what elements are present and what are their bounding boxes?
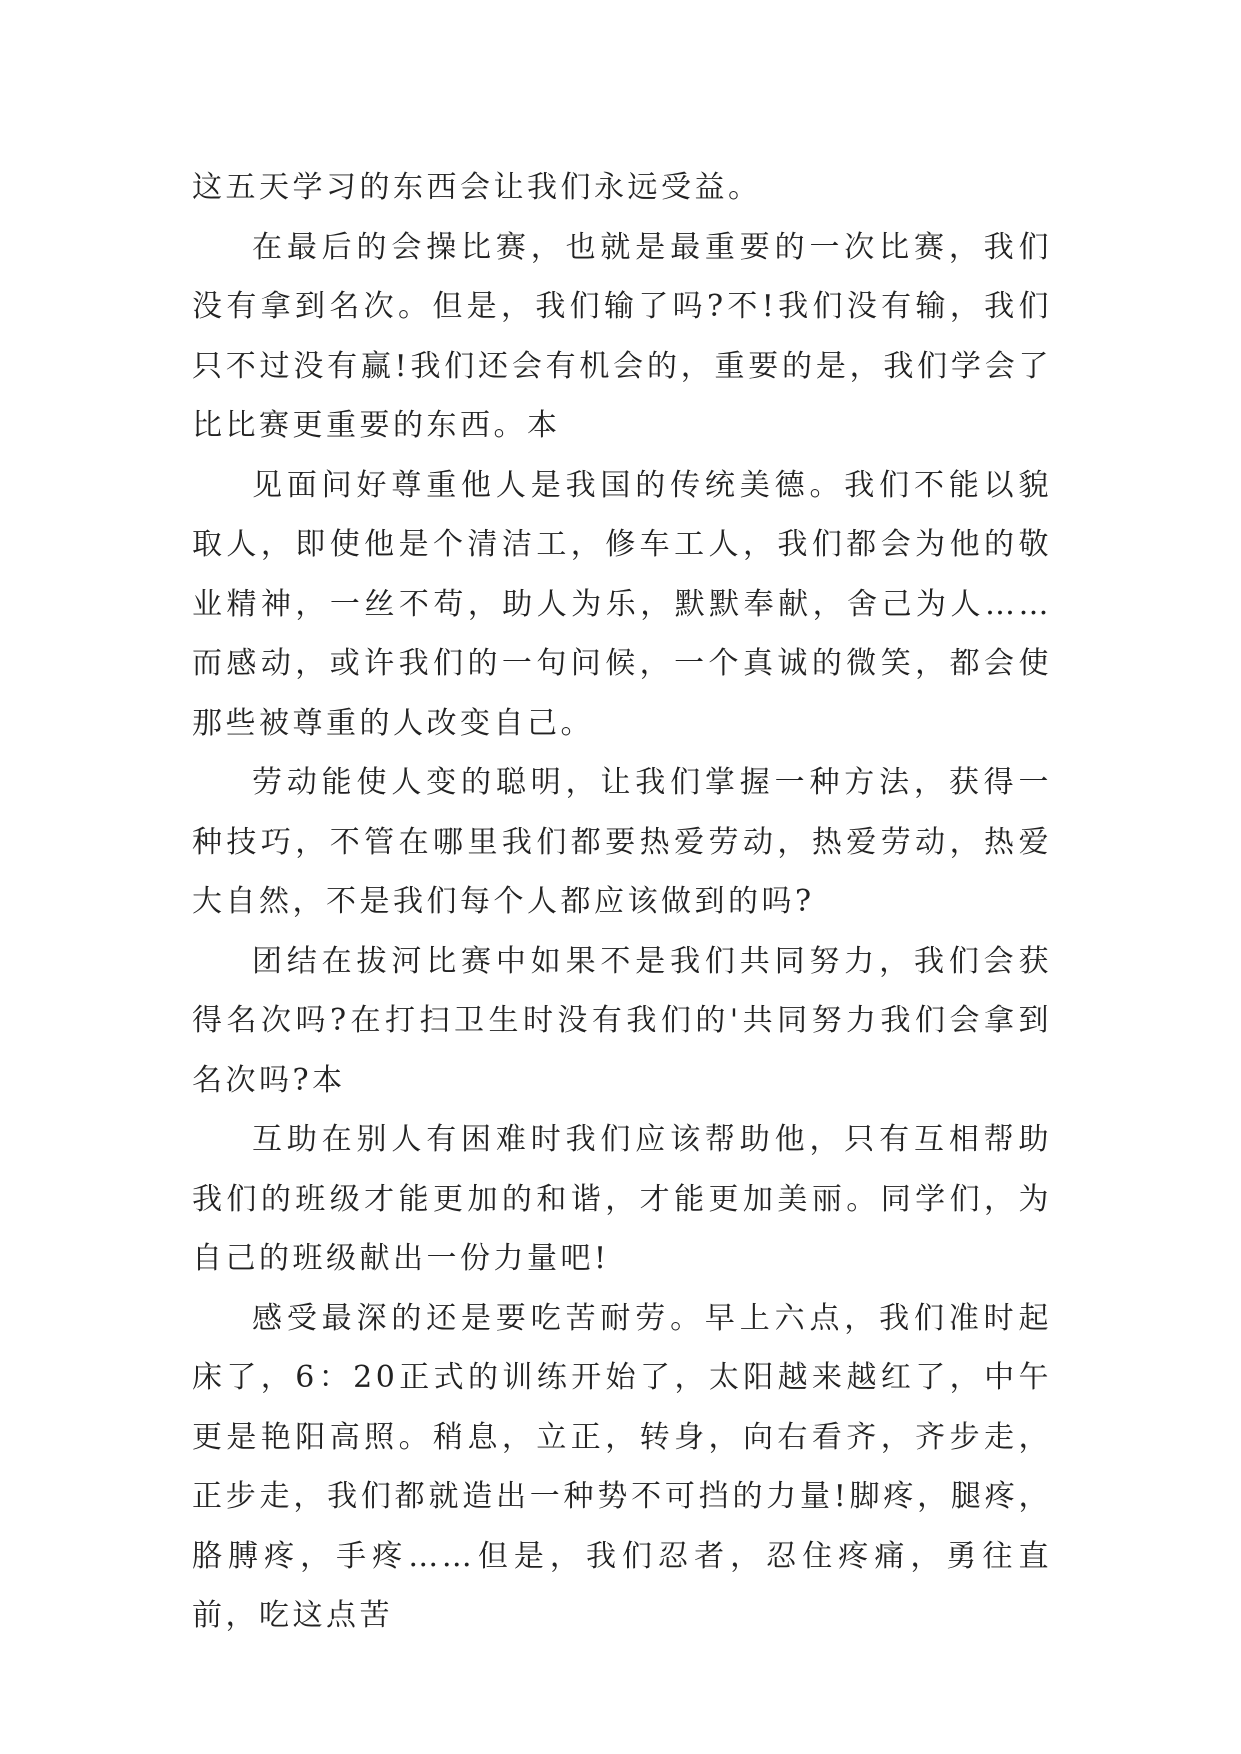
paragraph-1: 这五天学习的东西会让我们永远受益。 [192, 170, 762, 205]
paragraph-6: 互助在别人有困难时我们应该帮助他，只有互相帮助我们的班级才能更加的和谐，才能更加美丽。同学们，为自己的班级献出一份力量吧! [192, 1122, 1052, 1276]
paragraph-7: 感受最深的还是要吃苦耐劳。早上六点，我们准时起床了，6：20正式的训练开始了，太阳越来越红了，中午更是艳阳高照。稍息，立正，转身，向右看齐，齐步走，正步走，我们都就造出一种势不可挡的力量!脚疼，腿疼，胳膊疼，手疼……但是，我们忍者，忍住疼痛，勇往直前，吃这点苦 [192, 1300, 1052, 1633]
paragraph-3: 见面问好尊重他人是我国的传统美德。我们不能以貌取人，即使他是个清洁工，修车工人，我们都会为他的敬业精神，一丝不苟，助人为乐，默默奉献，舍己为人……而感动，或许我们的一句问候，一个真诚的微笑，都会使那些被尊重的人改变自己。 [192, 467, 1052, 741]
paragraph-2: 在最后的会操比赛，也就是最重要的一次比赛，我们没有拿到名次。但是，我们输了吗?不!我们没有输，我们只不过没有赢!我们还会有机会的，重要的是，我们学会了比比赛更重要的东西。本 [192, 229, 1052, 443]
paragraph-4: 劳动能使人变的聪明，让我们掌握一种方法，获得一种技巧，不管在哪里我们都要热爱劳动，热爱劳动，热爱大自然，不是我们每个人都应该做到的吗? [192, 765, 1052, 919]
document-body [192, 158, 1052, 1646]
paragraph-5: 团结在拔河比赛中如果不是我们共同努力，我们会获得名次吗?在打扫卫生时没有我们的'共同努力我们会拿到名次吗?本 [192, 943, 1052, 1098]
